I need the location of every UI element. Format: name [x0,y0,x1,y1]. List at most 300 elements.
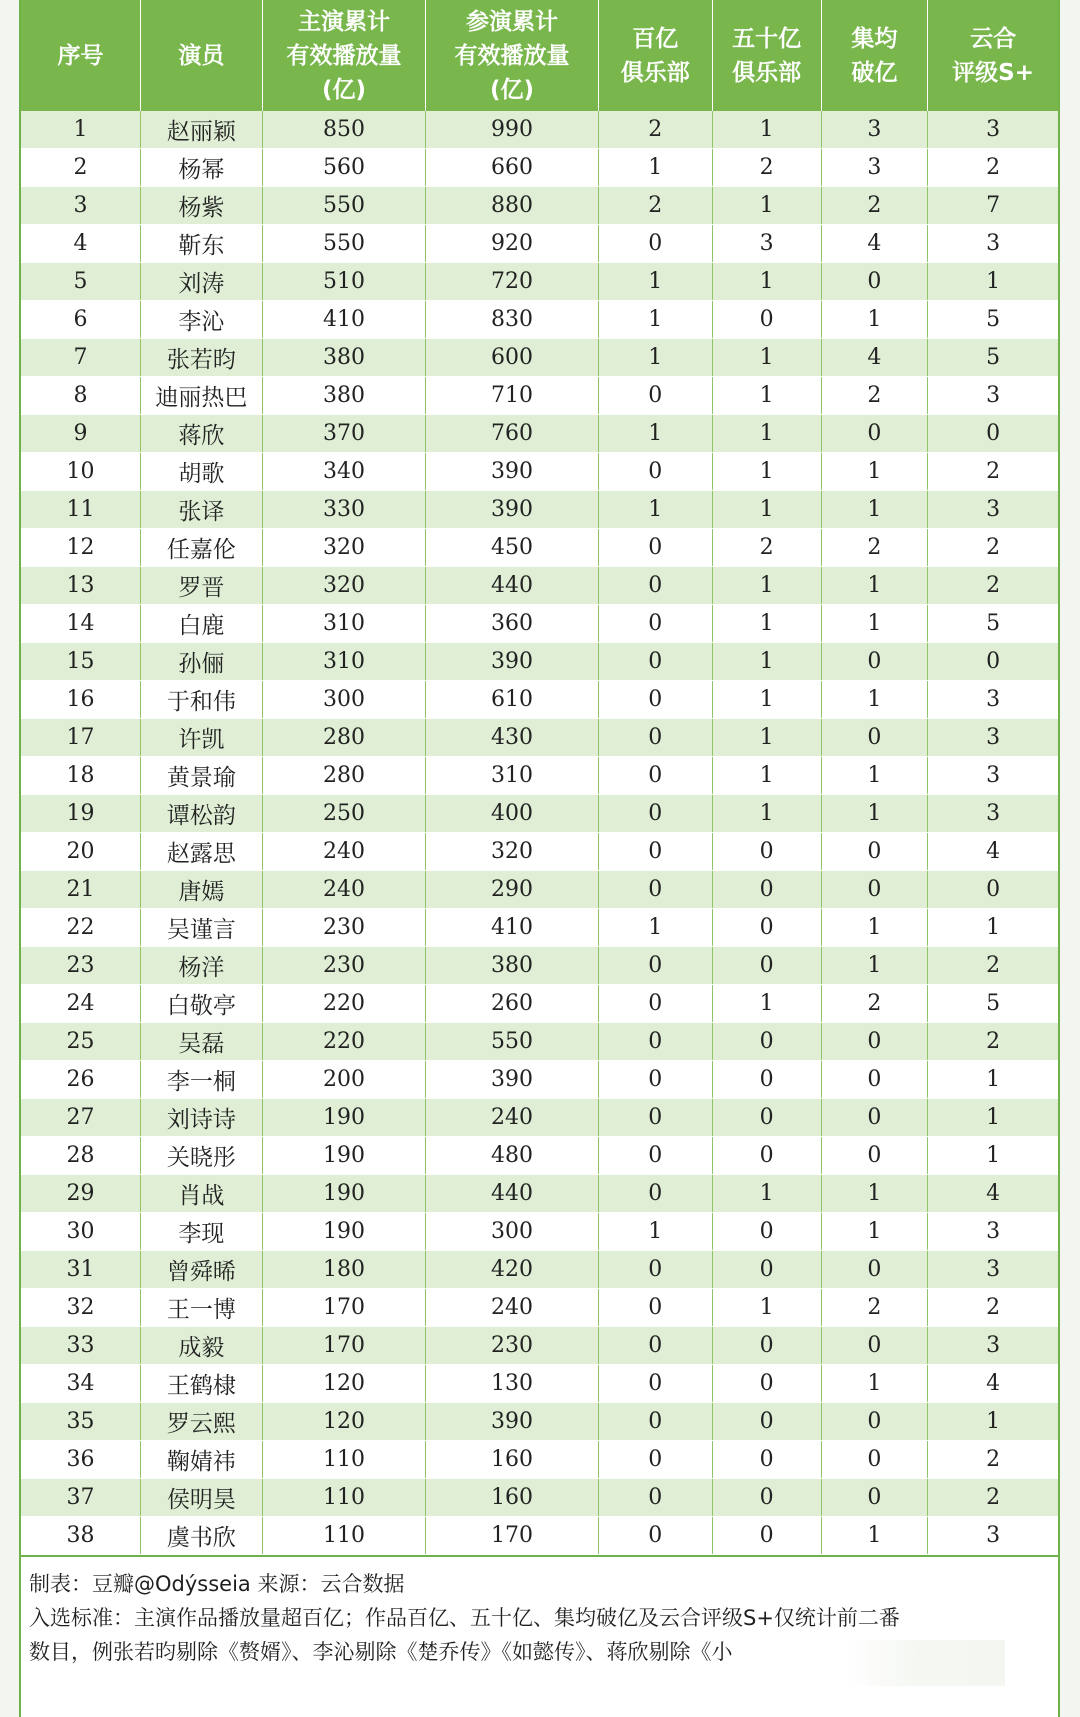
cell-lead-views: 190 [262,1099,426,1137]
cell-yunhe-splus: 2 [928,567,1058,605]
footnote-exclusions: 数目，例张若昀剔除《赘婿》、李沁剔除《楚乔传》《如懿传》、蒋欣剔除《小 [29,1640,733,1664]
header-lead-views-line: 有效播放量 [286,42,402,69]
cell-club-5b: 1 [712,111,821,149]
cell-club-10b: 0 [598,1289,712,1327]
cell-lead-views: 510 [262,263,426,301]
cell-club-5b: 1 [712,643,821,681]
cell-club-5b: 0 [712,833,821,871]
cell-total-views: 390 [426,643,598,681]
cell-club-10b: 0 [598,1479,712,1517]
cell-total-views: 260 [426,985,598,1023]
cell-rank: 18 [21,757,141,795]
cell-actor: 赵丽颖 [141,111,263,149]
header-actor [141,0,263,111]
cell-actor: 曾舜晞 [141,1251,263,1289]
cell-rank: 27 [21,1099,141,1137]
cell-ep-avg-100m: 3 [821,149,928,187]
cell-lead-views: 310 [262,605,426,643]
cell-ep-avg-100m: 0 [821,871,928,909]
cell-ep-avg-100m: 1 [821,1517,928,1555]
table-row [21,567,1058,605]
cell-yunhe-splus: 3 [928,719,1058,757]
cell-lead-views: 310 [262,643,426,681]
table-footnote [21,1555,1058,1717]
table-row [21,643,1058,681]
header-lead-views-line: 主演累计 [298,8,391,35]
table-row [21,605,1058,643]
cell-lead-views: 110 [262,1517,426,1555]
cell-club-5b: 0 [712,871,821,909]
cell-rank: 20 [21,833,141,871]
cell-club-5b: 0 [712,1061,821,1099]
cell-club-5b: 0 [712,1441,821,1479]
cell-lead-views: 340 [262,453,426,491]
header-total-views-line: 有效播放量 [454,42,570,69]
cell-rank: 14 [21,605,141,643]
header-club-10b-line: 俱乐部 [620,59,690,86]
cell-rank: 26 [21,1061,141,1099]
cell-rank: 37 [21,1479,141,1517]
cell-rank: 11 [21,491,141,529]
cell-actor: 迪丽热巴 [141,377,263,415]
cell-yunhe-splus: 3 [928,757,1058,795]
cell-club-10b: 0 [598,643,712,681]
cell-actor: 唐嫣 [141,871,263,909]
header-ep-avg-100m [821,0,928,111]
cell-club-10b: 0 [598,871,712,909]
cell-lead-views: 220 [262,985,426,1023]
table-row [21,1517,1058,1555]
cell-yunhe-splus: 2 [928,1289,1058,1327]
table-row [21,719,1058,757]
cell-ep-avg-100m: 4 [821,339,928,377]
cell-lead-views: 320 [262,529,426,567]
cell-total-views: 760 [426,415,598,453]
cell-yunhe-splus: 2 [928,1441,1058,1479]
cell-rank: 9 [21,415,141,453]
cell-club-5b: 0 [712,1099,821,1137]
cell-yunhe-splus: 3 [928,377,1058,415]
cell-total-views: 480 [426,1137,598,1175]
table-row [21,833,1058,871]
cell-club-5b: 0 [712,1403,821,1441]
cell-club-10b: 0 [598,795,712,833]
table-row [21,1441,1058,1479]
cell-rank: 5 [21,263,141,301]
table-row [21,415,1058,453]
cell-ep-avg-100m: 0 [821,263,928,301]
cell-total-views: 310 [426,757,598,795]
cell-yunhe-splus: 5 [928,985,1058,1023]
cell-rank: 4 [21,225,141,263]
cell-rank: 34 [21,1365,141,1403]
cell-club-5b: 0 [712,1327,821,1365]
cell-total-views: 660 [426,149,598,187]
cell-actor: 杨紫 [141,187,263,225]
cell-total-views: 550 [426,1023,598,1061]
cell-club-10b: 0 [598,833,712,871]
table-row [21,453,1058,491]
cell-lead-views: 120 [262,1365,426,1403]
cell-total-views: 990 [426,111,598,149]
cell-rank: 8 [21,377,141,415]
cell-ep-avg-100m: 2 [821,529,928,567]
header-yunhe-splus [928,0,1058,111]
cell-club-5b: 0 [712,909,821,947]
table-row [21,149,1058,187]
cell-lead-views: 230 [262,909,426,947]
cell-lead-views: 380 [262,339,426,377]
cell-total-views: 720 [426,263,598,301]
table-row [21,301,1058,339]
cell-total-views: 230 [426,1327,598,1365]
cell-ep-avg-100m: 1 [821,491,928,529]
cell-club-10b: 1 [598,263,712,301]
cell-total-views: 450 [426,529,598,567]
cell-rank: 15 [21,643,141,681]
cell-club-10b: 0 [598,529,712,567]
table-row [21,1479,1058,1517]
cell-actor: 靳东 [141,225,263,263]
cell-total-views: 160 [426,1479,598,1517]
cell-actor: 罗云熙 [141,1403,263,1441]
table-row [21,1099,1058,1137]
cell-ep-avg-100m: 1 [821,795,928,833]
cell-actor: 李沁 [141,301,263,339]
cell-actor: 刘诗诗 [141,1099,263,1137]
footnote-source: 制表：豆瓣@Odýsseia 来源：云合数据 [29,1572,405,1596]
cell-club-5b: 3 [712,225,821,263]
cell-ep-avg-100m: 2 [821,1289,928,1327]
cell-rank: 13 [21,567,141,605]
cell-total-views: 390 [426,1403,598,1441]
cell-rank: 36 [21,1441,141,1479]
cell-rank: 32 [21,1289,141,1327]
cell-club-5b: 1 [712,1289,821,1327]
cell-club-10b: 0 [598,947,712,985]
cell-actor: 关晓彤 [141,1137,263,1175]
cell-lead-views: 850 [262,111,426,149]
header-yunhe-splus-line: 云合 [970,25,1017,52]
cell-ep-avg-100m: 0 [821,1403,928,1441]
cell-ep-avg-100m: 1 [821,947,928,985]
cell-rank: 28 [21,1137,141,1175]
cell-club-10b: 0 [598,605,712,643]
cell-lead-views: 280 [262,719,426,757]
cell-club-5b: 1 [712,453,821,491]
cell-lead-views: 190 [262,1175,426,1213]
cell-club-10b: 1 [598,491,712,529]
cell-actor: 孙俪 [141,643,263,681]
cell-rank: 3 [21,187,141,225]
cell-lead-views: 280 [262,757,426,795]
cell-ep-avg-100m: 1 [821,453,928,491]
cell-club-10b: 2 [598,111,712,149]
cell-club-5b: 0 [712,1517,821,1555]
cell-ep-avg-100m: 1 [821,1365,928,1403]
cell-yunhe-splus: 2 [928,529,1058,567]
cell-lead-views: 370 [262,415,426,453]
cell-yunhe-splus: 4 [928,833,1058,871]
cell-club-5b: 1 [712,187,821,225]
cell-total-views: 420 [426,1251,598,1289]
cell-club-10b: 1 [598,339,712,377]
cell-club-5b: 1 [712,415,821,453]
cell-ep-avg-100m: 0 [821,643,928,681]
cell-actor: 王鹤棣 [141,1365,263,1403]
cell-yunhe-splus: 1 [928,909,1058,947]
cell-rank: 10 [21,453,141,491]
table-row [21,1175,1058,1213]
cell-rank: 2 [21,149,141,187]
cell-ep-avg-100m: 0 [821,415,928,453]
cell-rank: 16 [21,681,141,719]
cell-lead-views: 320 [262,567,426,605]
cell-ep-avg-100m: 0 [821,1137,928,1175]
cell-yunhe-splus: 3 [928,1251,1058,1289]
watermark-fade [845,1640,1005,1686]
cell-actor: 刘涛 [141,263,263,301]
table-row [21,795,1058,833]
cell-club-5b: 1 [712,757,821,795]
header-club-5b-line: 俱乐部 [732,59,802,86]
cell-actor: 王一博 [141,1289,263,1327]
cell-club-5b: 2 [712,149,821,187]
cell-ep-avg-100m: 0 [821,1479,928,1517]
cell-club-5b: 1 [712,263,821,301]
cell-club-5b: 2 [712,529,821,567]
cell-total-views: 390 [426,1061,598,1099]
header-rank-line: 序号 [57,42,104,69]
cell-yunhe-splus: 0 [928,643,1058,681]
cell-lead-views: 240 [262,871,426,909]
cell-total-views: 130 [426,1365,598,1403]
cell-actor: 白鹿 [141,605,263,643]
cell-lead-views: 200 [262,1061,426,1099]
cell-actor: 成毅 [141,1327,263,1365]
cell-rank: 12 [21,529,141,567]
cell-yunhe-splus: 5 [928,301,1058,339]
cell-lead-views: 560 [262,149,426,187]
cell-club-10b: 1 [598,909,712,947]
cell-club-10b: 0 [598,1023,712,1061]
cell-ep-avg-100m: 0 [821,1327,928,1365]
table-row [21,491,1058,529]
cell-actor: 虞书欣 [141,1517,263,1555]
cell-yunhe-splus: 2 [928,453,1058,491]
header-total-views-line: (亿) [489,76,535,103]
cell-club-10b: 0 [598,1251,712,1289]
header-ep-avg-100m-line: 破亿 [851,59,898,86]
cell-club-5b: 0 [712,1479,821,1517]
table-row [21,681,1058,719]
cell-ep-avg-100m: 4 [821,225,928,263]
cell-club-10b: 0 [598,1517,712,1555]
cell-ep-avg-100m: 2 [821,187,928,225]
table-row [21,187,1058,225]
cell-actor: 吴磊 [141,1023,263,1061]
cell-actor: 吴谨言 [141,909,263,947]
cell-club-10b: 0 [598,681,712,719]
header-total-views [426,0,598,111]
cell-total-views: 600 [426,339,598,377]
cell-yunhe-splus: 3 [928,491,1058,529]
cell-rank: 19 [21,795,141,833]
cell-actor: 李一桐 [141,1061,263,1099]
cell-yunhe-splus: 3 [928,111,1058,149]
header-actor-line: 演员 [178,42,225,69]
cell-yunhe-splus: 3 [928,1517,1058,1555]
table-row [21,1327,1058,1365]
table-row [21,871,1058,909]
cell-rank: 33 [21,1327,141,1365]
cell-total-views: 610 [426,681,598,719]
cell-ep-avg-100m: 0 [821,1061,928,1099]
cell-club-10b: 1 [598,1213,712,1251]
header-rank [21,0,141,111]
cell-lead-views: 180 [262,1251,426,1289]
cell-total-views: 440 [426,567,598,605]
cell-total-views: 400 [426,795,598,833]
cell-actor: 李现 [141,1213,263,1251]
header-club-10b-line: 百亿 [632,25,679,52]
cell-actor: 于和伟 [141,681,263,719]
cell-ep-avg-100m: 2 [821,985,928,1023]
ranking-table [21,0,1058,1555]
cell-lead-views: 230 [262,947,426,985]
cell-total-views: 710 [426,377,598,415]
cell-rank: 38 [21,1517,141,1555]
cell-yunhe-splus: 0 [928,871,1058,909]
cell-lead-views: 170 [262,1289,426,1327]
cell-yunhe-splus: 1 [928,1061,1058,1099]
cell-total-views: 320 [426,833,598,871]
cell-lead-views: 240 [262,833,426,871]
header-total-views-line: 参演累计 [466,8,558,35]
table-row [21,1137,1058,1175]
cell-actor: 肖战 [141,1175,263,1213]
cell-rank: 30 [21,1213,141,1251]
cell-yunhe-splus: 1 [928,1137,1058,1175]
cell-club-10b: 1 [598,301,712,339]
cell-actor: 白敬亭 [141,985,263,1023]
table-row [21,339,1058,377]
cell-lead-views: 120 [262,1403,426,1441]
header-row [21,0,1058,111]
header-club-10b [598,0,712,111]
cell-club-5b: 0 [712,1213,821,1251]
cell-ep-avg-100m: 1 [821,1213,928,1251]
cell-club-5b: 0 [712,947,821,985]
table-row [21,225,1058,263]
footnote-criteria: 入选标准：主演作品播放量超百亿；作品百亿、五十亿、集均破亿及云合评级S+仅统计前二番 [29,1606,900,1630]
cell-rank: 31 [21,1251,141,1289]
cell-ep-avg-100m: 1 [821,681,928,719]
cell-club-10b: 0 [598,757,712,795]
cell-actor: 黄景瑜 [141,757,263,795]
cell-club-10b: 1 [598,415,712,453]
cell-lead-views: 220 [262,1023,426,1061]
cell-yunhe-splus: 3 [928,681,1058,719]
cell-club-5b: 1 [712,567,821,605]
cell-actor: 蒋欣 [141,415,263,453]
cell-rank: 17 [21,719,141,757]
table-row [21,529,1058,567]
cell-ep-avg-100m: 0 [821,719,928,757]
cell-actor: 张若昀 [141,339,263,377]
cell-actor: 胡歌 [141,453,263,491]
cell-club-10b: 0 [598,1327,712,1365]
cell-yunhe-splus: 1 [928,1403,1058,1441]
cell-ep-avg-100m: 0 [821,1099,928,1137]
cell-ep-avg-100m: 1 [821,1175,928,1213]
cell-club-10b: 0 [598,1061,712,1099]
table-row [21,757,1058,795]
cell-rank: 25 [21,1023,141,1061]
cell-rank: 7 [21,339,141,377]
cell-ep-avg-100m: 1 [821,301,928,339]
cell-ep-avg-100m: 0 [821,833,928,871]
cell-lead-views: 550 [262,187,426,225]
cell-total-views: 380 [426,947,598,985]
cell-yunhe-splus: 3 [928,795,1058,833]
cell-rank: 35 [21,1403,141,1441]
cell-club-5b: 0 [712,1023,821,1061]
cell-club-5b: 1 [712,605,821,643]
cell-rank: 24 [21,985,141,1023]
cell-yunhe-splus: 3 [928,1213,1058,1251]
cell-total-views: 300 [426,1213,598,1251]
cell-lead-views: 110 [262,1479,426,1517]
cell-club-5b: 1 [712,377,821,415]
cell-club-5b: 1 [712,491,821,529]
cell-club-10b: 1 [598,149,712,187]
table-row [21,1289,1058,1327]
cell-total-views: 240 [426,1099,598,1137]
cell-total-views: 830 [426,301,598,339]
cell-actor: 杨幂 [141,149,263,187]
table-body [21,111,1058,1555]
cell-club-10b: 0 [598,1441,712,1479]
cell-total-views: 430 [426,719,598,757]
cell-ep-avg-100m: 3 [821,111,928,149]
cell-club-5b: 1 [712,1175,821,1213]
cell-yunhe-splus: 2 [928,1479,1058,1517]
cell-rank: 22 [21,909,141,947]
cell-club-5b: 0 [712,1251,821,1289]
cell-actor: 张译 [141,491,263,529]
header-ep-avg-100m-line: 集均 [851,25,898,52]
cell-club-5b: 1 [712,339,821,377]
header-club-5b [712,0,821,111]
cell-actor: 杨洋 [141,947,263,985]
cell-ep-avg-100m: 0 [821,1251,928,1289]
cell-yunhe-splus: 5 [928,605,1058,643]
cell-total-views: 390 [426,453,598,491]
cell-club-10b: 0 [598,453,712,491]
cell-club-5b: 1 [712,795,821,833]
header-lead-views [262,0,426,111]
cell-lead-views: 550 [262,225,426,263]
table-row [21,1403,1058,1441]
cell-club-10b: 0 [598,377,712,415]
table-row [21,985,1058,1023]
cell-lead-views: 170 [262,1327,426,1365]
cell-rank: 21 [21,871,141,909]
cell-yunhe-splus: 1 [928,1099,1058,1137]
table-row [21,909,1058,947]
cell-total-views: 880 [426,187,598,225]
